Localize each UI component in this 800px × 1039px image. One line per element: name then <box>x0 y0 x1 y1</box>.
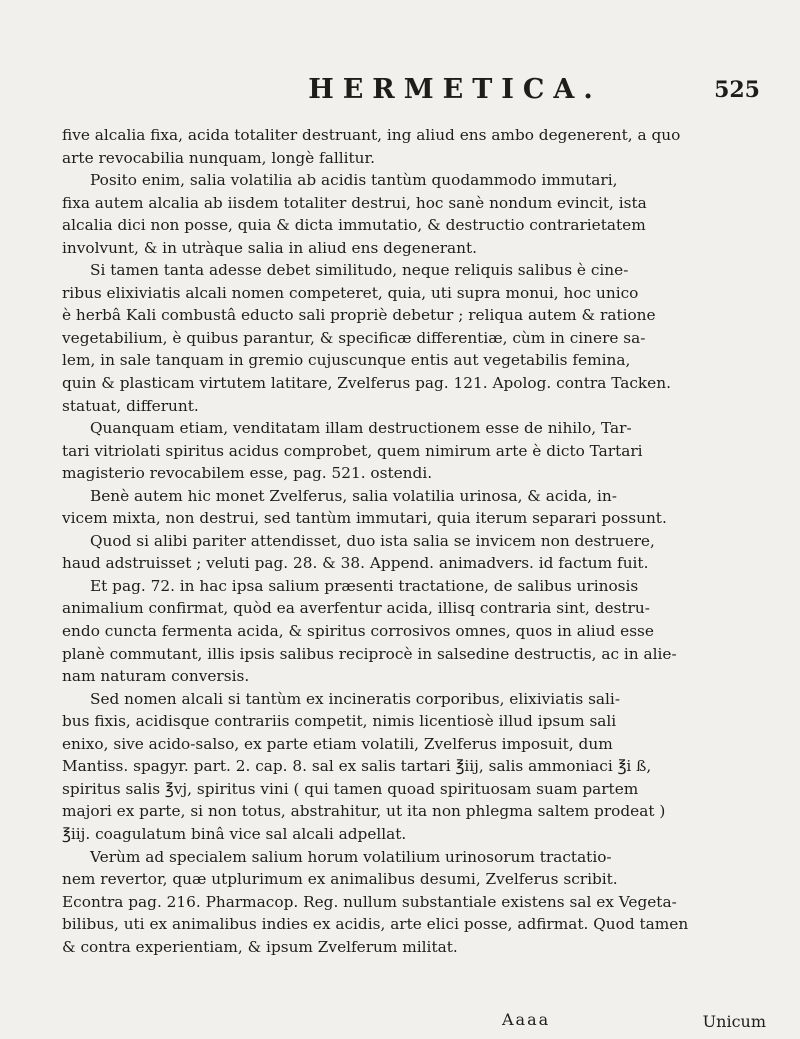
text-line: magisterio revocabilem esse, pag. 521. ostendi. <box>62 464 433 483</box>
text-line: nam naturam conversis. <box>62 667 250 686</box>
text-line: Quod si alibi pariter attendisset, duo ista salia se invicem non destruere, <box>90 531 655 550</box>
text-line: ribus elixiviatis alcali nomen competeret, quia, uti supra monui, hoc unico <box>62 283 639 302</box>
page-footer <box>62 1010 766 1034</box>
text-line: tari vitriolati spiritus acidus comprobet, quem nimirum arte è dicto Tartari <box>62 441 643 460</box>
body-text <box>62 124 766 958</box>
text-line: alcalia dici non posse, quia & dicta immutatio, & destructio contrarietatem <box>62 216 646 235</box>
text-line: Et pag. 72. in hac ipsa salium præsenti tractatione, de salibus urinosis <box>90 576 639 595</box>
running-title: HERMETICA. <box>308 74 602 105</box>
text-line: Quanquam etiam, venditatam illam destructionem esse de nihilo, Tar- <box>90 419 632 438</box>
text-line: haud adstruisset ; veluti pag. 28. & 38. Append. animadvers. id factum fuit. <box>62 554 649 573</box>
catchword: Unicum <box>702 1012 766 1031</box>
text-line: lem, in sale tanquam in gremio cujuscunque entis aut vegetabilis femina, <box>62 351 631 370</box>
page-header <box>80 74 760 110</box>
text-line: Si tamen tanta adesse debet similitudo, neque reliquis salibus è cine- <box>90 261 629 280</box>
text-line: arte revocabilia nunquam, longè fallitur. <box>62 148 376 167</box>
text-line: enixo, sive acido-salso, ex parte etiam volatili, Zvelferus imposuit, dum <box>62 734 613 753</box>
text-line: ℥iij. coagulatum binâ vice sal alcali adpellat. <box>62 824 407 843</box>
signature-mark: Aaaa <box>502 1010 551 1029</box>
text-line: quin & plasticam virtutem latitare, Zvelferus pag. 121. Apolog. contra Tacken. <box>62 374 671 393</box>
text-line: Econtra pag. 216. Pharmacop. Reg. nullum substantiale existens sal ex Vegeta- <box>62 892 677 911</box>
text-line: bus fixis, acidisque contrariis competit, nimis licentiosè illud ipsum sali <box>62 712 617 731</box>
text-line: statuat, differunt. <box>62 396 199 415</box>
text-line: è herbâ Kali combustâ educto sali propriè debetur ; reliqua autem & ratione <box>62 306 656 325</box>
text-line: five alcalia fixa, acida totaliter destruant, ing aliud ens ambo degenerent, a quo <box>62 126 681 144</box>
text-line: Sed nomen alcali si tantùm ex incineratis corporibus, elixiviatis sali- <box>90 689 620 708</box>
text-line: endo cuncta fermenta acida, & spiritus corrosivos omnes, quos in aliud esse <box>62 622 654 641</box>
text-line: animalium confirmat, quòd ea averfentur acida, illisq contraria sint, destru- <box>62 599 650 618</box>
text-line: spiritus salis ℥vj, spiritus vini ( qui tamen quoad spirituosam suam partem <box>62 779 639 798</box>
text-line: & contra experientiam, & ipsum Zvelferum militat. <box>62 937 458 956</box>
text-line: bilibus, uti ex animalibus indies ex acidis, arte elici posse, adfirmat. Quod tamen <box>62 915 689 934</box>
text-line: Benè autem hic monet Zvelferus, salia volatilia urinosa, & acida, in- <box>90 486 617 505</box>
text-line: fixa autem alcalia ab iisdem totaliter destrui, hoc sanè nondum evincit, ista <box>62 193 647 212</box>
text-line: planè commutant, illis ipsis salibus reciprocè in salsedine destructis, ac in alie- <box>62 644 677 663</box>
page-number: 525 <box>714 77 760 103</box>
text-line: nem revertor, quæ utplurimum ex animalibus desumi, Zvelferus scribit. <box>62 870 618 889</box>
text-line: involvunt, & in utràque salia in aliud ens degenerant. <box>62 238 478 257</box>
text-line: Mantiss. spagyr. part. 2. cap. 8. sal ex salis tartari ℥iij, salis ammoniaci ℥i ß, <box>62 757 652 776</box>
text-line: majori ex parte, si non totus, abstrahitur, ut ita non phlegma saltem prodeat ) <box>62 802 666 821</box>
text-line: vegetabilium, è quibus parantur, & specificæ differentiæ, cùm in cinere sa- <box>62 328 646 347</box>
text-line: Verùm ad specialem salium horum volatilium urinosorum tractatio- <box>90 847 612 866</box>
text-line: Posito enim, salia volatilia ab acidis tantùm quodammodo immutari, <box>90 171 618 190</box>
text-line: vicem mixta, non destrui, sed tantùm immutari, quia iterum separari possunt. <box>62 509 667 528</box>
